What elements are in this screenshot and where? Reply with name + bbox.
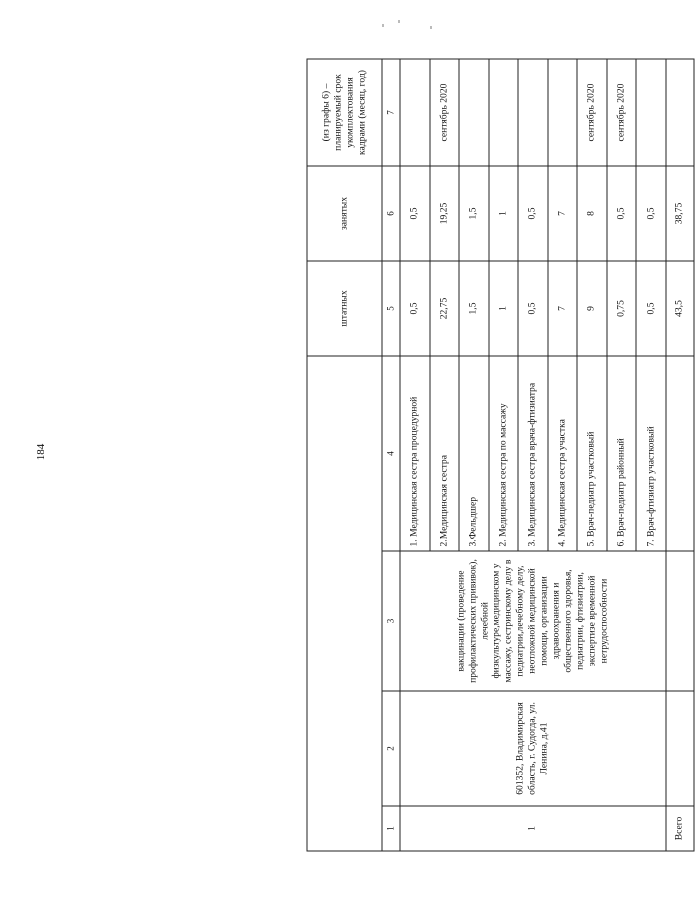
services-cell: вакцинации (проведение профилактических прививок), лечебной физкультуре,медицинском у массажу, сестринскому делу в педиатрии,лечебному делу, неотложной медицинской помощи, организации здравоохранения и общественного здоровья, педиатрии, фтизиатрии, экспертизе временной нетрудоспособности — [400, 551, 666, 691]
occupied-value: 7 — [548, 166, 578, 261]
column-number: 2 — [382, 691, 400, 806]
staff-value: 7 — [548, 261, 578, 356]
occupied-value: 1 — [489, 166, 519, 261]
column-number-row — [382, 59, 400, 851]
column-number: 5 — [382, 261, 400, 356]
scan-speck — [382, 24, 384, 27]
staff-value: 9 — [577, 261, 607, 356]
plan-value — [459, 59, 489, 166]
position-name: 3.Фельдшер — [459, 356, 489, 551]
column-number: 4 — [382, 356, 400, 551]
scan-speck — [398, 20, 400, 23]
staff-value: 0,5 — [400, 261, 430, 356]
position-name: 1. Медицинская сестра процедурной — [400, 356, 430, 551]
column-number: 1 — [382, 806, 400, 851]
total-occupied: 38,75 — [666, 166, 694, 261]
plan-value — [400, 59, 430, 166]
occupied-value: 0,5 — [607, 166, 637, 261]
header-occupied: занятых — [307, 166, 382, 261]
address-cell: 601352, Владимирская область, г. Судогда, ул. Ленина, д.41 — [400, 691, 666, 806]
occupied-value: 19,25 — [430, 166, 460, 261]
column-number: 6 — [382, 166, 400, 261]
plan-value — [548, 59, 578, 166]
plan-value — [489, 59, 519, 166]
occupied-value: 0,5 — [400, 166, 430, 261]
staff-value: 1,5 — [459, 261, 489, 356]
empty-cell — [666, 691, 694, 806]
position-name: 5. Врач-педиатр участковый — [577, 356, 607, 551]
column-number: 7 — [382, 59, 400, 166]
position-name: 2.Медицинская сестра — [430, 356, 460, 551]
header-plan: (из графы 6) – планируемый срок укомплектования кадрами (месяц, год) — [307, 59, 382, 166]
page-number: 184 — [35, 443, 47, 461]
plan-value — [518, 59, 548, 166]
staff-value: 0,5 — [636, 261, 666, 356]
staff-value: 1 — [489, 261, 519, 356]
position-name: 6. Врач-педиатр районный — [607, 356, 637, 551]
total-row — [666, 59, 694, 851]
staffing-table — [307, 59, 695, 852]
row-number: 1 — [400, 806, 666, 851]
total-label: Всего — [666, 806, 694, 851]
staff-value: 22,75 — [430, 261, 460, 356]
scan-speck — [430, 26, 432, 29]
header-row — [307, 59, 382, 851]
position-name: 7. Врач-фтизиатр участковый — [636, 356, 666, 551]
plan-value: сентябрь 2020 — [430, 59, 460, 166]
empty-cell — [666, 59, 694, 166]
table-row — [400, 59, 430, 851]
occupied-value: 0,5 — [636, 166, 666, 261]
empty-cell — [666, 551, 694, 691]
empty-cell — [666, 356, 694, 551]
header-staff: штатных — [307, 261, 382, 356]
staff-value: 0,5 — [518, 261, 548, 356]
position-name: 2. Медицинская сестра по массажу — [489, 356, 519, 551]
total-staff: 43,5 — [666, 261, 694, 356]
occupied-value: 1,5 — [459, 166, 489, 261]
position-name: 3. Медицинская сестра врача-фтизиатра — [518, 356, 548, 551]
plan-value: сентябрь 2020 — [577, 59, 607, 166]
plan-value: сентябрь 2020 — [607, 59, 637, 166]
plan-value — [636, 59, 666, 166]
occupied-value: 8 — [577, 166, 607, 261]
column-number: 3 — [382, 551, 400, 691]
staff-value: 0,75 — [607, 261, 637, 356]
position-name: 4. Медицинская сестра участка — [548, 356, 578, 551]
header-empty-cell — [307, 356, 382, 851]
occupied-value: 0,5 — [518, 166, 548, 261]
